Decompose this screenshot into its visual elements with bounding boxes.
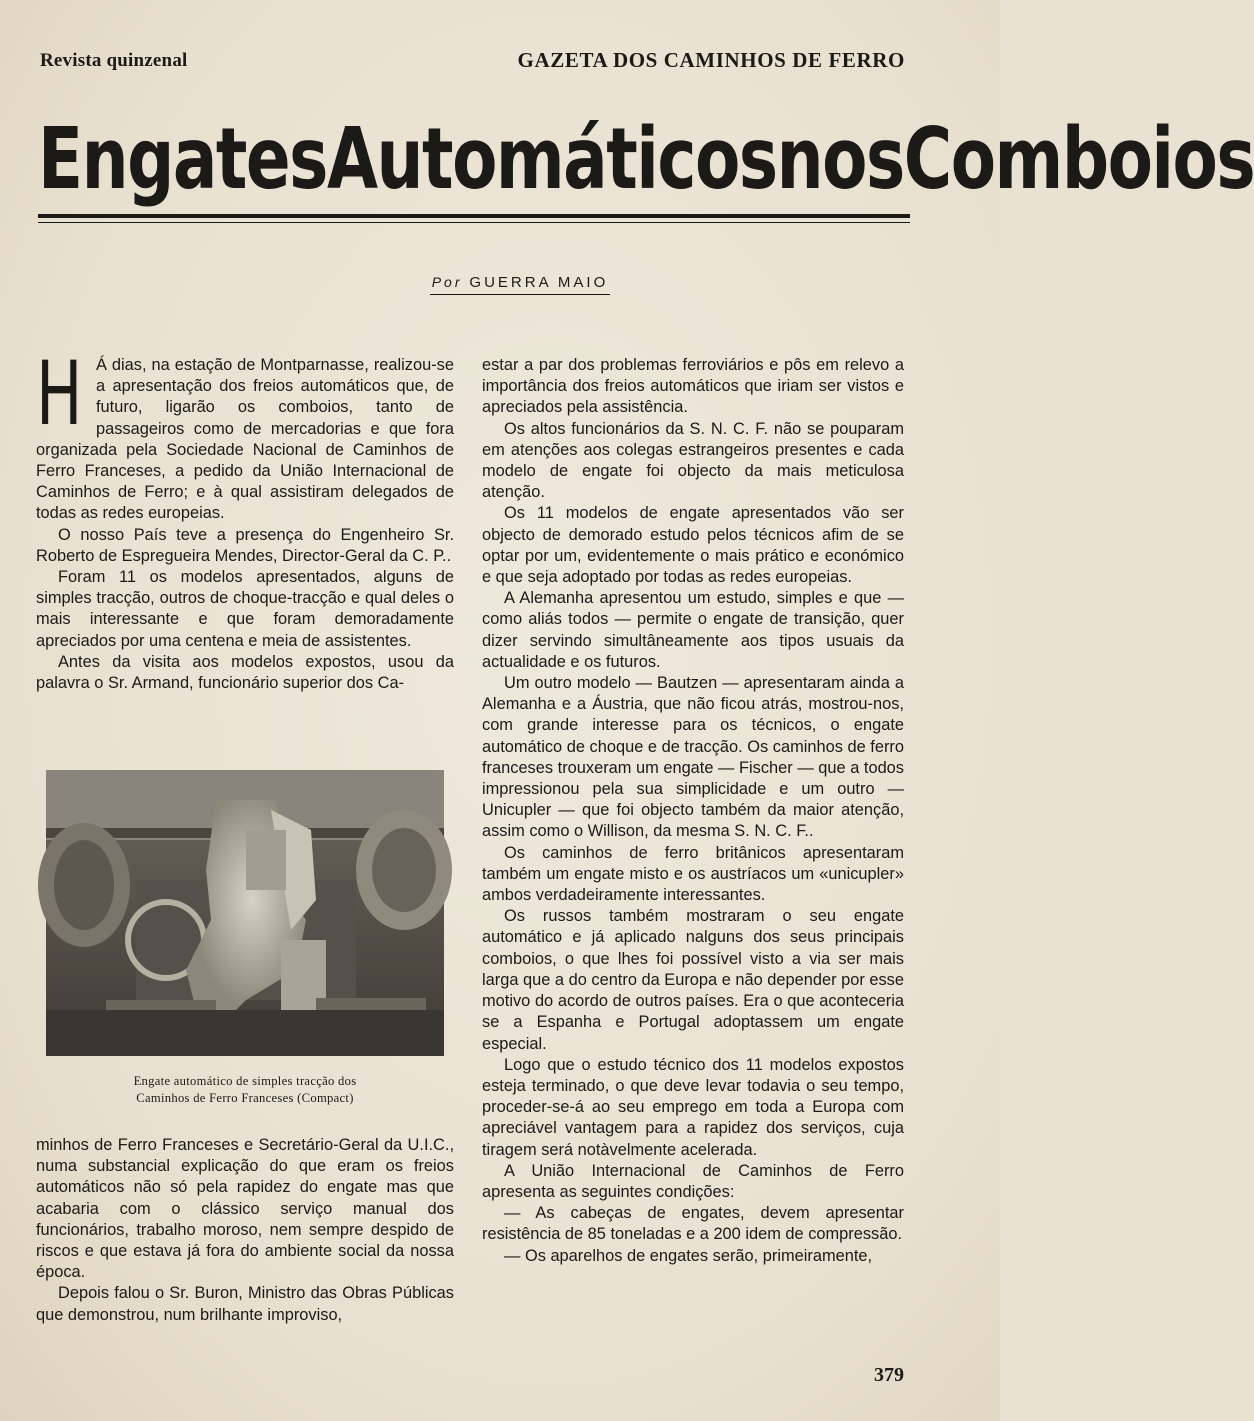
title-word: Engates bbox=[38, 110, 327, 209]
title-word: Automáticos bbox=[326, 110, 777, 209]
paragraph: Os altos funcionários da S. N. C. F. não se pouparam em atenções aos colegas estrangeiros presentes e cada modelo de engate foi objecto da mais meticulosa atenção. bbox=[482, 419, 904, 502]
paragraph: — Os aparelhos de engates serão, primeiramente, bbox=[504, 1246, 873, 1265]
title-word: nos bbox=[776, 110, 904, 209]
paragraph-text: Á dias, na estação de Montparnasse, realizou-se a apresentação dos freios automáticos que, de futuro, ligarão os comboios, tanto de passageiros como de mercadorias e que fora organizada pela Sociedade Nacional de Caminhos de Ferro Franceses, a pedido da União Internacional de Caminhos de Ferro; e à qual assistiram delegados de todas as redes europeias. bbox=[36, 356, 454, 523]
title-rule-thick bbox=[38, 214, 910, 218]
left-column-top bbox=[36, 342, 454, 694]
paragraph: A União Internacional de Caminhos de Ferro apresenta as seguintes condições: bbox=[482, 1161, 904, 1201]
byline-prefix: Por bbox=[431, 274, 463, 290]
caption-line: Engate automático de simples tracção dos bbox=[133, 1074, 357, 1088]
photo-caption bbox=[46, 1073, 444, 1107]
coupler-photo-image bbox=[46, 770, 444, 1056]
header-publication-title: GAZETA DOS CAMINHOS DE FERRO bbox=[517, 48, 905, 72]
paragraph: Os caminhos de ferro britânicos apresentaram também um engate misto e os austríacos um «unicupler» ambos verdadeiramente interessantes. bbox=[482, 843, 904, 905]
paragraph: — As cabeças de engates, devem apresentar resistência de 85 toneladas e a 200 idem de compressão. bbox=[482, 1204, 904, 1244]
byline bbox=[0, 274, 1000, 295]
paragraph: A Alemanha apresentou um estudo, simples e que — como aliás todos — permite o engate de transição, quer dizer servindo simultâneamente aos tipos usuais da actualidade e os futuros. bbox=[482, 589, 904, 671]
paragraph bbox=[36, 342, 454, 525]
paragraph: Logo que o estudo técnico dos 11 modelos expostos esteja terminado, o que deve levar todavia o seu tempo, proceder-se-á ao seu emprego em toda a Europa com apreciável vantagem para a rapidez dos serviços, cuja tiragem será notàvelmente acelerada. bbox=[482, 1055, 904, 1159]
title-word: Comboios bbox=[903, 110, 1254, 209]
paragraph: Um outro modelo — Bautzen — apresentaram ainda a Alemanha e a Áustria, que não ficou atrás, mostrou-nos, com grande interesse para os técnicos, o engate automático de choque e de tracção. Os caminhos de ferro franceses trouxeram um engate — Fischer — que a todos impressionou pela sua simplicidade e um outro — Unicupler — que foi objecto também da maior atenção, assim como o Willison, da mesma S. N. C. F.. bbox=[482, 674, 904, 841]
paragraph: Os 11 modelos de engate apresentados vão ser objecto de demorado estudo pelos técnicos afim de se optar por um, evidentemente o mais prático e económico e que seja adoptado por todas as redes europeias. bbox=[482, 504, 904, 587]
article-title bbox=[38, 99, 1254, 222]
coupler-photo bbox=[46, 770, 444, 1056]
title-rule-thin bbox=[38, 222, 910, 223]
paragraph: estar a par dos problemas ferroviários e pôs em relevo a importância dos freios automáticos que iriam ser vistos e apreciados pela assistência. bbox=[482, 356, 904, 417]
paragraph: O nosso País teve a presença do Engenheiro Sr. Roberto de Espregueira Mendes, Director-Geral da C. P.. bbox=[36, 525, 454, 565]
paragraph: Os russos também mostraram o seu engate automático e já aplicado nalguns dos seus principais comboios, o que lhes foi possível visto a via ser mais larga que a do centro da Europa e não depender por esse motivo do acordo de outros países. Era o que aconteceria se a Espanha e Portugal adoptassem um engate especial. bbox=[482, 907, 904, 1053]
right-column bbox=[482, 355, 904, 1267]
paragraph: Antes da visita aos modelos expostos, usou da palavra o Sr. Armand, funcionário superior dos Ca- bbox=[36, 652, 454, 693]
page-number: 379 bbox=[874, 1364, 904, 1386]
header-periodicity: Revista quinzenal bbox=[40, 50, 188, 71]
drop-cap: H bbox=[36, 342, 83, 445]
byline-author: GUERRA MAIO bbox=[469, 274, 609, 291]
paragraph: minhos de Ferro Franceses e Secretário-Geral da U.I.C., numa substancial explicação do que eram os freios automáticos não só pela rapidez do engate mas que acabaria com o clássico serviço manual dos funcionários, trabalho moroso, nem sempre despido de riscos e que estava já fora do ambiente social da nossa época. bbox=[36, 1136, 454, 1282]
left-column-bottom bbox=[36, 1135, 454, 1326]
paragraph: Foram 11 os modelos apresentados, alguns de simples tracção, outros de choque-tracção e qual deles o mais interessante e que foram demoradamente apreciados por uma centena e meia de assistentes. bbox=[36, 568, 454, 650]
paragraph: Depois falou o Sr. Buron, Ministro das Obras Públicas que demonstrou, num brilhante improviso, bbox=[36, 1284, 454, 1324]
caption-line: Caminhos de Ferro Franceses (Compact) bbox=[136, 1091, 354, 1105]
